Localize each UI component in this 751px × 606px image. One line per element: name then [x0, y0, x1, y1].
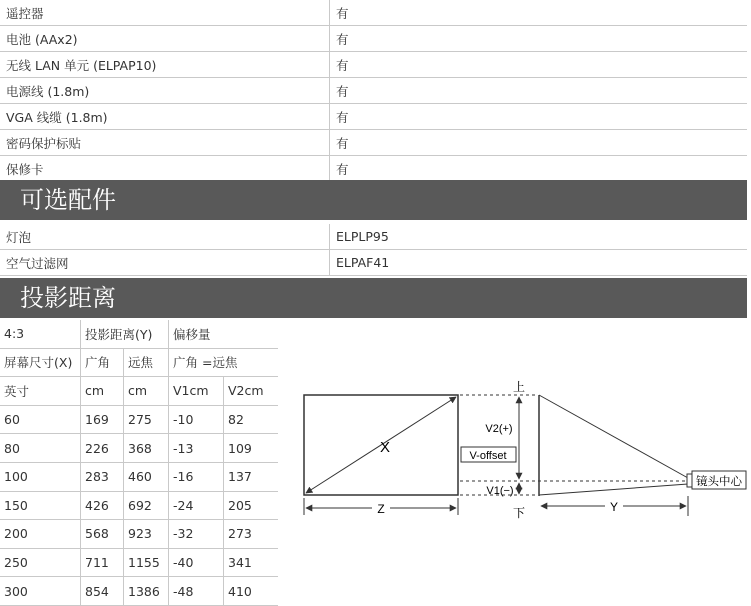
- accessory-row: [0, 156, 747, 182]
- distance-cell: 1386: [124, 577, 169, 606]
- accessory-value: 有: [330, 26, 748, 52]
- accessory-name: 电池 (AAx2): [0, 26, 330, 52]
- distance-cell: 275: [124, 405, 169, 434]
- accessory-name: 遥控器: [0, 0, 330, 26]
- throw-distance-header: 投影距离(Y): [81, 320, 169, 348]
- unit-inch: 英寸: [0, 377, 81, 406]
- distance-cell: 341: [224, 548, 279, 577]
- distance-cell: -40: [169, 548, 224, 577]
- optional-row: [0, 224, 747, 250]
- distance-cell: -24: [169, 491, 224, 520]
- optional-section-header: 可选配件: [0, 180, 747, 220]
- distance-table: [0, 320, 278, 606]
- distance-cell: 854: [81, 577, 124, 606]
- distance-cell: 410: [224, 577, 279, 606]
- v1-label: V1(−): [486, 485, 514, 497]
- down-label: 下: [512, 506, 526, 520]
- distance-cell: 568: [81, 520, 124, 549]
- distance-cell: 711: [81, 548, 124, 577]
- accessory-name: 密码保护标贴: [0, 130, 330, 156]
- distance-cell: 226: [81, 434, 124, 463]
- accessory-name: 保修卡: [0, 156, 330, 182]
- unit-v2: V2cm: [224, 377, 279, 406]
- distance-row: [0, 577, 278, 606]
- accessory-name: 电源线 (1.8m): [0, 78, 330, 104]
- accessory-value: 有: [330, 0, 748, 26]
- distance-cell: 169: [81, 405, 124, 434]
- distance-cell: 426: [81, 491, 124, 520]
- accessory-name: 无线 LAN 单元 (ELPAP10): [0, 52, 330, 78]
- distance-cell: 150: [0, 491, 81, 520]
- distance-row: [0, 434, 278, 463]
- distance-cell: 205: [224, 491, 279, 520]
- unit-cm-tele: cm: [124, 377, 169, 406]
- distance-section-header: 投影距离: [0, 278, 747, 318]
- distance-cell: 300: [0, 577, 81, 606]
- distance-cell: -13: [169, 434, 224, 463]
- distance-cell: 283: [81, 462, 124, 491]
- optional-name: 空气过滤网: [0, 250, 330, 276]
- y-label: Y: [609, 500, 619, 514]
- accessory-name: VGA 线缆 (1.8m): [0, 104, 330, 130]
- optional-value: ELPAF41: [330, 250, 748, 276]
- distance-cell: 368: [124, 434, 169, 463]
- optional-value: ELPLP95: [330, 224, 748, 250]
- distance-cell: 109: [224, 434, 279, 463]
- distance-cell: 923: [124, 520, 169, 549]
- distance-cell: 137: [224, 462, 279, 491]
- optional-table: [0, 224, 747, 276]
- accessory-row: [0, 130, 747, 156]
- wide-tele-header: 广角 =远焦: [169, 348, 279, 377]
- accessory-value: 有: [330, 78, 748, 104]
- accessory-row: [0, 104, 747, 130]
- distance-cell: 100: [0, 462, 81, 491]
- z-label: Z: [377, 502, 385, 516]
- lens-center-label: 镜头中心: [696, 474, 742, 488]
- up-label: 上: [512, 380, 526, 394]
- wide-header: 广角: [81, 348, 124, 377]
- x-label: X: [379, 439, 391, 456]
- distance-cell: -16: [169, 462, 224, 491]
- unit-cm-wide: cm: [81, 377, 124, 406]
- accessory-row: [0, 26, 747, 52]
- distance-cell: -32: [169, 520, 224, 549]
- distance-cell: 250: [0, 548, 81, 577]
- accessory-row: [0, 52, 747, 78]
- accessory-value: 有: [330, 104, 748, 130]
- distance-cell: 692: [124, 491, 169, 520]
- distance-cell: 60: [0, 405, 81, 434]
- distance-cell: 80: [0, 434, 81, 463]
- ratio-cell: 4:3: [0, 320, 81, 348]
- distance-cell: 1155: [124, 548, 169, 577]
- accessory-value: 有: [330, 156, 748, 182]
- offset-header: 偏移量: [169, 320, 279, 348]
- accessory-row: [0, 78, 747, 104]
- distance-row: [0, 491, 278, 520]
- distance-cell: 273: [224, 520, 279, 549]
- distance-cell: -10: [169, 405, 224, 434]
- screen-size-header: 屏幕尺寸(X): [0, 348, 81, 377]
- accessory-value: 有: [330, 52, 748, 78]
- tele-header: 远焦: [124, 348, 169, 377]
- optional-name: 灯泡: [0, 224, 330, 250]
- distance-cell: 200: [0, 520, 81, 549]
- accessory-value: 有: [330, 130, 748, 156]
- distance-row: [0, 405, 278, 434]
- accessories-table: [0, 0, 747, 182]
- distance-row: [0, 462, 278, 491]
- distance-cell: -48: [169, 577, 224, 606]
- projection-diagram: [296, 374, 748, 524]
- distance-row: [0, 548, 278, 577]
- distance-cell: 82: [224, 405, 279, 434]
- unit-v1: V1cm: [169, 377, 224, 406]
- distance-row: [0, 520, 278, 549]
- distance-cell: 460: [124, 462, 169, 491]
- voffset-label: V-offset: [469, 450, 507, 462]
- optional-row: [0, 250, 747, 276]
- v2-label: V2(+): [485, 423, 513, 435]
- accessory-row: [0, 0, 747, 26]
